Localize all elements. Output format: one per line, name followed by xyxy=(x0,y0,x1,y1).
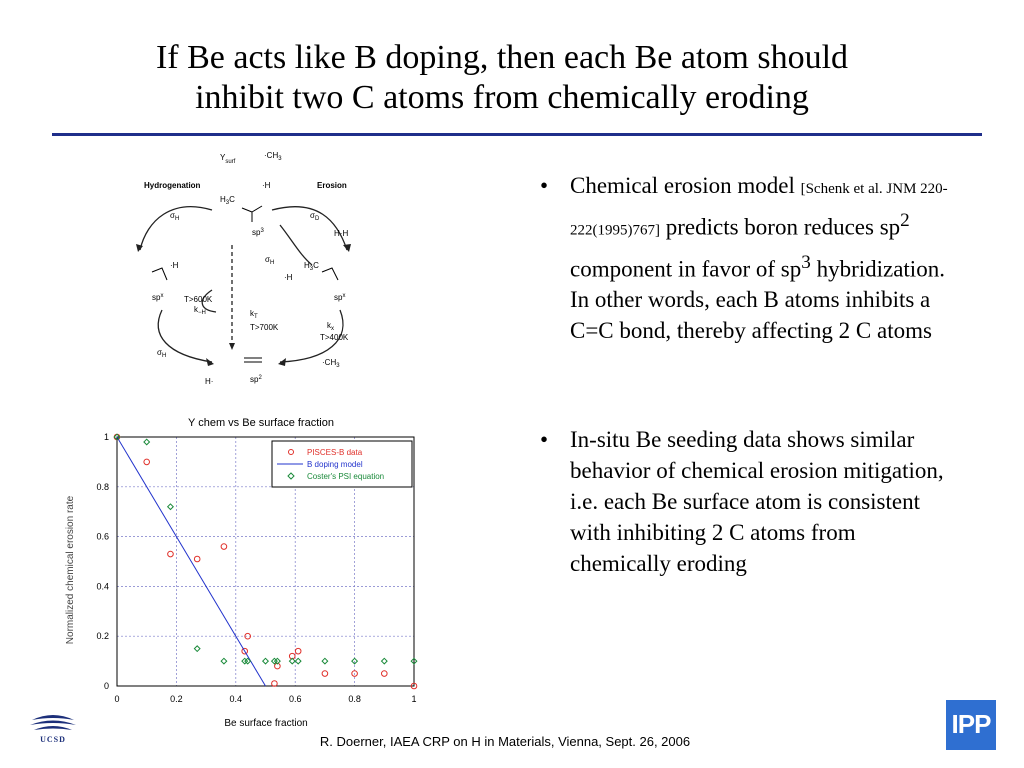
h-dot-left-label: ·H xyxy=(170,261,179,270)
bullet-dot-icon: • xyxy=(540,427,549,453)
data-point-coster xyxy=(221,658,227,664)
h3c-right-text: H xyxy=(304,261,310,270)
title-line-2: inhibit two C atoms from chemically eroding xyxy=(195,79,809,116)
sigma-h-mid-label: $\sigma_H$ xyxy=(265,255,275,266)
ipp-logo xyxy=(946,700,996,750)
sp2-text: sp xyxy=(250,375,259,384)
chart-title: Y chem vs Be surface fraction xyxy=(188,417,334,429)
sp3-label xyxy=(252,228,264,237)
data-point-pisces xyxy=(221,544,227,550)
h3c-top-label: $H_3C$ xyxy=(220,195,235,206)
erosion-label: Erosion xyxy=(317,181,347,190)
title-line-1: If Be acts like B doping, then each Be atom should xyxy=(155,39,849,76)
data-point-pisces xyxy=(295,648,301,654)
data-point-pisces xyxy=(194,556,200,562)
h-dot-mid-label: ·H xyxy=(284,273,293,282)
ch3-bottom-text: ·CH xyxy=(322,358,337,367)
chart-legend xyxy=(272,441,412,487)
chemical-erosion-cycle-diagram xyxy=(112,140,382,395)
y-tick-label: 0.6 xyxy=(96,531,109,542)
legend-label-pisces: PISCES-B data xyxy=(307,448,363,457)
slide-title xyxy=(0,38,1004,118)
legend-label-coster: Coster's PSI equation xyxy=(307,472,385,481)
sigma-d-label: $\sigma_D$ xyxy=(310,211,320,222)
legend-label-b-doping: B doping model xyxy=(307,460,363,469)
h-dot-top-label: ·H xyxy=(262,181,271,190)
data-point-coster xyxy=(194,646,200,652)
hh-label: H·H xyxy=(334,229,349,238)
bullet-item-1 xyxy=(532,170,952,346)
bullet-1-sup-2: 3 xyxy=(801,251,811,273)
data-point-coster xyxy=(295,658,301,664)
ysurf-text: Y xyxy=(220,153,226,162)
spx-left-text: sp xyxy=(152,293,161,302)
bullet-1-text-a: Chemical erosion model xyxy=(570,173,801,198)
y-tick-label: 0.2 xyxy=(96,631,109,642)
slide-footer: R. Doerner, IAEA CRP on H in Materials, Vienna, Sept. 26, 2006 xyxy=(319,734,691,749)
y-tick-label: 0 xyxy=(103,681,109,691)
bullet-1-sup-1: 2 xyxy=(900,210,910,231)
data-point-coster xyxy=(168,504,174,510)
bullet-2-text: In-situ Be seeding data shows similar behavior of chemical erosion mitigation, i.e. each Be surface atom is consistent with inhibiting 2 C atoms from chemically eroding xyxy=(570,427,944,577)
series-line-b-doping xyxy=(117,437,266,686)
hydrogenation-label: Hydrogenation xyxy=(144,181,201,190)
t700-label: T>700K xyxy=(250,323,279,332)
data-point-pisces xyxy=(144,459,150,465)
y-tick-label: 1 xyxy=(103,432,109,442)
x-tick-label: 0.2 xyxy=(170,694,183,704)
chart-xlabel: Be surface fraction xyxy=(224,718,308,729)
sigma-h-label: $\sigma_H$ xyxy=(170,211,180,222)
data-point-pisces xyxy=(168,551,174,557)
sp3-text: sp xyxy=(252,228,261,237)
ysurf-subscript: surf xyxy=(225,159,236,165)
sigma-h-text: σ xyxy=(170,211,175,220)
sigma-h-low-text: σ xyxy=(157,348,162,357)
ucsd-logo-text: UCSD xyxy=(40,735,66,744)
ch3-bottom-label: $\cdot CH_3$ xyxy=(322,358,340,369)
y-tick-label: 0.8 xyxy=(96,481,109,492)
title-divider xyxy=(52,133,982,136)
t600-label: T>600K xyxy=(184,295,213,304)
sp2-label xyxy=(250,375,262,384)
h3c-right-label: $H_3C$ xyxy=(304,261,319,272)
bullet-1-text-b: predicts boron reduces sp xyxy=(660,214,901,240)
ipp-logo-text: IPP xyxy=(951,709,991,739)
x-tick-label: 0.6 xyxy=(288,694,302,704)
kx-text: k xyxy=(327,321,331,330)
sp3-superscript: 3 xyxy=(260,228,264,234)
data-point-coster xyxy=(144,439,150,445)
x-tick-label: 1 xyxy=(411,694,417,704)
data-point-pisces xyxy=(382,671,388,677)
data-point-coster xyxy=(382,658,388,664)
bullet-1-text-d: hybridization. In other words, each B atoms inhibits a C=C bond, thereby affecting 2 C atoms xyxy=(570,256,945,344)
data-point-coster xyxy=(263,658,269,664)
kt-label: $k_T$ xyxy=(250,309,258,320)
x-tick-label: 0 xyxy=(114,694,120,704)
ysurf-label xyxy=(220,153,236,165)
bullet-1-text-c: component in favor of sp xyxy=(570,256,802,282)
data-point-pisces xyxy=(272,681,278,687)
spx-right-text: sp xyxy=(334,293,343,302)
k-h-label: $k_{-H}$ xyxy=(194,305,206,316)
data-point-pisces xyxy=(322,671,328,677)
sigma-h-low-label: $\sigma_H$ xyxy=(157,348,167,359)
sp2-superscript: 2 xyxy=(258,375,262,381)
ch3-top-label: $\cdot CH_3$ xyxy=(264,151,282,162)
k-h-text: k xyxy=(194,305,198,314)
sigma-h-mid-text: σ xyxy=(265,255,270,264)
bullet-list xyxy=(532,170,952,579)
x-tick-label: 0.8 xyxy=(348,694,361,704)
sigma-d-text: σ xyxy=(310,211,315,220)
h-dot-bottom-label: H· xyxy=(205,377,214,386)
data-point-coster xyxy=(322,658,328,664)
x-tick-label: 0.4 xyxy=(229,694,243,704)
kt-text: k xyxy=(250,309,254,318)
bullet-dot-icon: • xyxy=(540,173,549,198)
kx-label: $k_x$ xyxy=(327,321,334,332)
spx-right-label: $sp^x$ xyxy=(334,293,346,302)
h3c-top-text: H xyxy=(220,195,226,204)
chart-ylabel: Normalized chemical erosion rate xyxy=(65,495,76,645)
bullet-1-citation: [Schenk et al. JNM 220-222(1995)767] xyxy=(570,181,948,239)
ch3-top-text: ·CH xyxy=(264,151,279,160)
bullet-item-2 xyxy=(532,424,952,579)
spx-left-label: $sp^x$ xyxy=(152,293,164,302)
y-tick-label: 0.4 xyxy=(96,581,109,592)
t400-label: T>400K xyxy=(320,333,349,342)
erosion-rate-chart xyxy=(55,410,435,735)
